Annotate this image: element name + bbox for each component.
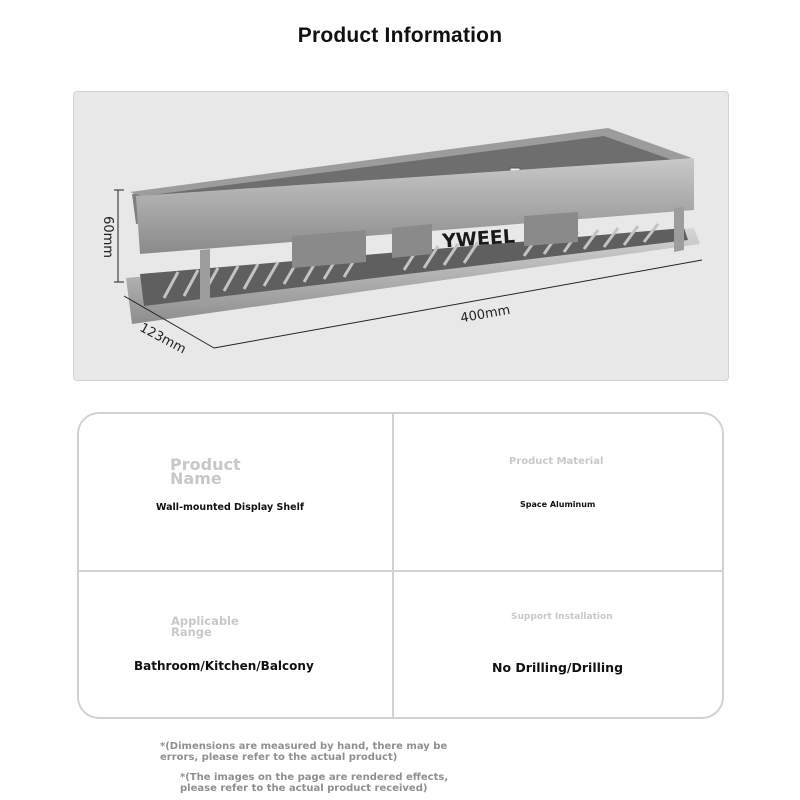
product-name-value: Wall-mounted Display Shelf	[156, 502, 304, 513]
support-installation-value: No Drilling/Drilling	[492, 660, 624, 675]
brand-logo: YWEEL	[441, 225, 516, 253]
applicable-range-value: Bathroom/Kitchen/Balcony	[134, 659, 314, 673]
front-cutout-left	[292, 230, 366, 268]
grid-divider-vertical	[392, 414, 394, 717]
dimension-disclaimer: *(Dimensions are measured by hand, there may be errors, please refer to the actual product)	[160, 741, 448, 763]
shelf-illustration	[74, 92, 728, 380]
width-label: 400mm	[459, 302, 512, 327]
leg-right	[674, 207, 684, 252]
front-cutout-right	[524, 212, 578, 246]
product-material-value: Space Aluminum	[520, 500, 596, 509]
page-title: Product Information	[297, 24, 503, 47]
front-cutout-mid	[392, 224, 432, 258]
product-material-title: Product Material	[509, 456, 604, 467]
render-disclaimer: *(The images on the page are rendered effects, please refer to the actual product received)	[180, 772, 449, 794]
product-name-title: Product Name	[170, 455, 241, 488]
product-info-grid	[77, 412, 724, 719]
depth-label: 123mm	[136, 320, 189, 358]
leg-left	[200, 249, 210, 308]
grid-divider-horizontal	[79, 570, 722, 572]
product-image-panel	[73, 91, 729, 381]
applicable-range-title: Applicable Range	[171, 614, 239, 639]
height-label: 60mm	[100, 216, 115, 258]
support-installation-title: Support Installation	[511, 612, 613, 622]
